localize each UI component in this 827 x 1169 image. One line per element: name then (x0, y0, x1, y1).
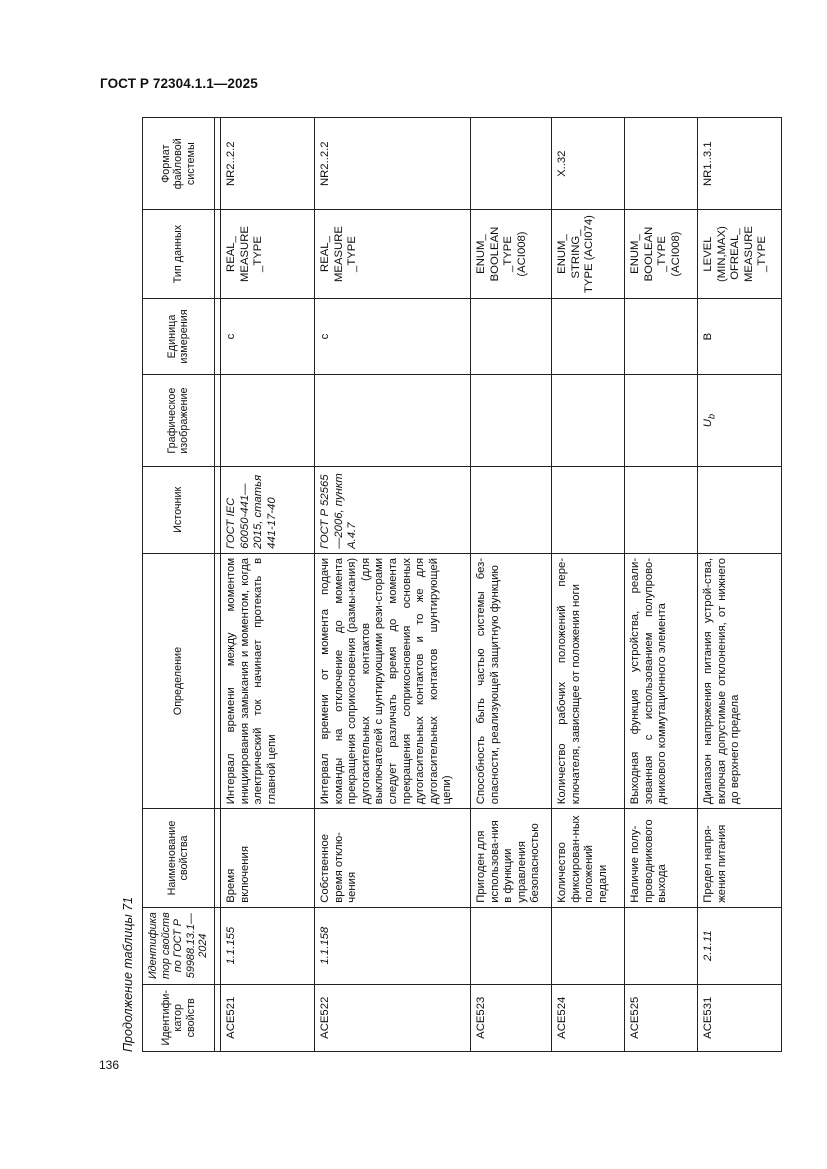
col-header-definition: Определение (143, 553, 215, 808)
cell-format: X..32 (551, 118, 624, 210)
table-row (220, 118, 314, 1052)
cell-name: Время включения (220, 809, 314, 908)
cell-unit (624, 298, 697, 375)
cell-unit (470, 298, 551, 375)
page-number: 136 (99, 1058, 120, 1072)
table-row (470, 118, 551, 1052)
cell-graphic: $U_b$ (697, 375, 781, 466)
cell-unit: В (697, 298, 781, 375)
cell-name: Наличие полу-проводникового выхода (624, 809, 697, 908)
cell-gost-id (624, 907, 697, 984)
cell-unit: с (314, 298, 470, 375)
cell-source (624, 466, 697, 553)
cell-definition: Способность быть частью системы без-опасности, реализующей защитную функцию (470, 553, 551, 808)
table-row (624, 118, 697, 1052)
cell-source: ГОСТ IEC 60050-441—2015, статья 441-17-40 (220, 466, 314, 553)
cell-data-type: REAL_ MEASURE _TYPE (314, 210, 470, 298)
cell-code: ACE531 (697, 984, 781, 1051)
cell-source (470, 466, 551, 553)
cell-code: ACE521 (220, 984, 314, 1051)
cell-graphic (624, 375, 697, 466)
cell-data-type: ENUM_ BOOLEAN _TYPE (ACI008) (624, 210, 697, 298)
cell-definition: Выходная функция устройства, реали-зованная с использованием полупрово-дникового коммутационного элемента (624, 553, 697, 808)
cell-format (470, 118, 551, 210)
cell-gost-id (551, 907, 624, 984)
cell-data-type: ENUM_ BOOLEAN _TYPE (ACI008) (470, 210, 551, 298)
cell-graphic (220, 375, 314, 466)
cell-gost-id: 2.1.11 (697, 907, 781, 984)
col-header-code: Идентифи-катор свойств (143, 984, 215, 1051)
cell-definition: Количество рабочих положений пере-ключателя, зависящее от положения ноги (551, 553, 624, 808)
table-row (551, 118, 624, 1052)
cell-code: ACE523 (470, 984, 551, 1051)
cell-graphic (470, 375, 551, 466)
cell-gost-id: 1.1.155 (220, 907, 314, 984)
col-header-source: Источник (143, 466, 215, 553)
properties-table (142, 117, 782, 1052)
cell-format: NR2..2.2 (314, 118, 470, 210)
cell-graphic (551, 375, 624, 466)
cell-data-type: REAL_ MEASURE _TYPE (220, 210, 314, 298)
cell-data-type: LEVEL (MIN,MAX) OFREAL_ MEASURE _TYPE (697, 210, 781, 298)
cell-definition: Интервал времени от момента подачи команды на отключение до момента прекращения соприкосновения (размы-кания) дугогасительных контактов (для выключателей с шунтирующими рези-сторами следует различать время до момента прекращения соприкосновения основных дугогасительных контактов и то же для дугогасительных контактов шунтирующей цепи) (314, 553, 470, 808)
table-caption: Продолжение таблицы 71 (121, 896, 135, 1052)
cell-graphic (314, 375, 470, 466)
cell-data-type: ENUM_ STRING_ TYPE (ACI074) (551, 210, 624, 298)
cell-unit (551, 298, 624, 375)
cell-gost-id: 1.1.158 (314, 907, 470, 984)
table-row (697, 118, 781, 1052)
col-header-graphic: Графическое изображение (143, 375, 215, 466)
cell-name: Предел напря-жения питания (697, 809, 781, 908)
cell-source: ГОСТ Р 52565—2006, пункт А.4.7 (314, 466, 470, 553)
col-header-name: Наименование свойства (143, 809, 215, 908)
cell-definition: Интервал времени между моментом инициирования замыкания и моментом, когда электрический ток начинает протекать в главной цепи (220, 553, 314, 808)
cell-source (697, 466, 781, 553)
cell-code: ACE522 (314, 984, 470, 1051)
cell-format: NR1..3.1 (697, 118, 781, 210)
table-row (314, 118, 470, 1052)
cell-unit: с (220, 298, 314, 375)
cell-source (551, 466, 624, 553)
col-header-data-type: Тип данных (143, 210, 215, 298)
cell-name: Пригоден для использова-ния в функции управления безопасностью (470, 809, 551, 908)
col-header-gost-id: Идентификатор свойств по ГОСТ Р 59988.13.1—2024 (143, 907, 215, 984)
cell-code: ACE524 (551, 984, 624, 1051)
col-header-format: Формат файловой системы (143, 118, 215, 210)
cell-name: Количество фиксирован-ных положений педали (551, 809, 624, 908)
col-header-unit: Единица измерения (143, 298, 215, 375)
rotated-table-block (120, 117, 827, 1052)
document-header: ГОСТ Р 72304.1.1—2025 (100, 76, 258, 91)
cell-definition: Диапазон напряжения питания устрой-ства, включая допустимые отклонения, от нижнего до верхнего предела (697, 553, 781, 808)
cell-gost-id (470, 907, 551, 984)
cell-code: ACE525 (624, 984, 697, 1051)
cell-name: Собственное время отклю-чения (314, 809, 470, 908)
cell-format: NR2..2.2 (220, 118, 314, 210)
table-header-row (143, 118, 215, 1052)
cell-format (624, 118, 697, 210)
